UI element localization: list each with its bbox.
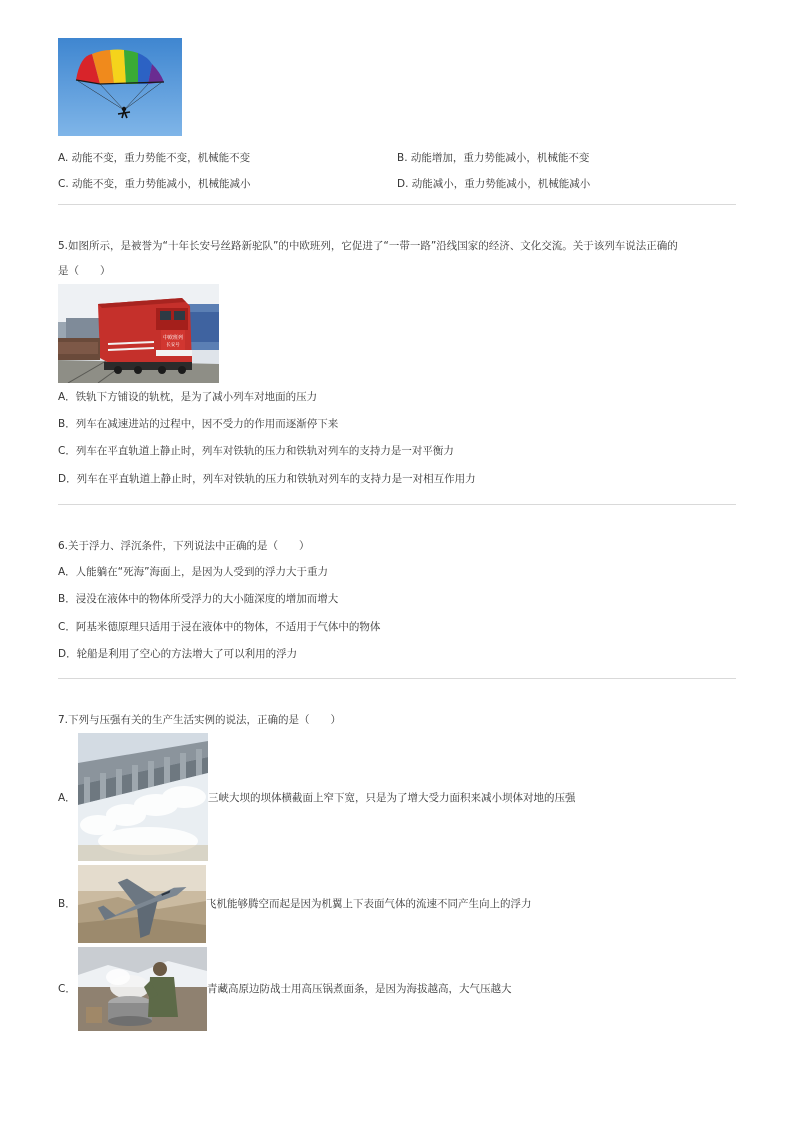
parachute-image (58, 38, 182, 136)
q6-option-d[interactable]: D．轮船是利用了空心的方法增大了可以利用的浮力 (58, 648, 298, 660)
q5-option-a[interactable]: A．铁轨下方铺设的轨枕，是为了减小列车对地面的压力 (58, 391, 318, 403)
soldier-cooking-image (78, 947, 207, 1031)
train-sign-text-2: 长安号 (166, 343, 180, 348)
q6-option-b[interactable]: B．浸没在液体中的物体所受浮力的大小随深度的增加而增大 (58, 593, 339, 605)
q5-stem-line2: 是（ ） (58, 265, 111, 277)
dam-image (78, 733, 208, 861)
q6-option-c[interactable]: C．阿基米德原理只适用于浸在液体中的物体，不适用于气体中的物体 (58, 621, 381, 633)
train-sign-text: 中欧班列 (162, 335, 184, 341)
q4-option-b[interactable]: B. 动能增加，重力势能减小，机械能不变 (397, 152, 590, 164)
q7-option-a-text[interactable]: 三峡大坝的坝体横截面上窄下宽，只是为了增大受力面积来减小坝体对地的压强 (208, 792, 576, 804)
q7-option-c-label[interactable]: C． (58, 983, 76, 995)
q4-option-a[interactable]: A. 动能不变，重力势能不变，机械能不变 (58, 152, 251, 164)
q7-option-b-label[interactable]: B． (58, 898, 76, 910)
q6-option-a[interactable]: A．人能躺在“死海”海面上，是因为人受到的浮力大于重力 (58, 566, 329, 578)
q7-option-a-label[interactable]: A． (58, 792, 76, 804)
q5-option-c[interactable]: C．列车在平直轨道上静止时，列车对铁轨的压力和铁轨对列车的支持力是一对平衡力 (58, 445, 454, 457)
q5-option-d[interactable]: D．列车在平直轨道上静止时，列车对铁轨的压力和铁轨对列车的支持力是一对相互作用力 (58, 473, 476, 485)
q5-stem-line1: 5.如图所示，是被誉为“十年长安号丝路新驼队”的中欧班列，它促进了“一带一路”沿线国家的经济、文化交流。关于该列车说法正确的 (58, 240, 678, 252)
divider (58, 204, 736, 205)
divider (58, 678, 736, 679)
q7-option-b-text[interactable]: 飞机能够腾空而起是因为机翼上下表面气体的流速不同产生向上的浮力 (206, 898, 532, 910)
q4-option-c[interactable]: C. 动能不变，重力势能减小，机械能减小 (58, 178, 251, 190)
q7-option-c-text[interactable]: 青藏高原边防战士用高压锅煮面条，是因为海拔越高，大气压越大 (207, 983, 512, 995)
train-image (58, 284, 219, 383)
q4-option-d[interactable]: D. 动能减小，重力势能减小，机械能减小 (397, 178, 591, 190)
q5-option-b[interactable]: B．列车在减速进站的过程中，因不受力的作用而逐渐停下来 (58, 418, 339, 430)
q7-stem: 7.下列与压强有关的生产生活实例的说法，正确的是（ ） (58, 714, 342, 726)
q6-stem: 6.关于浮力、浮沉条件，下列说法中正确的是（ ） (58, 540, 310, 552)
jet-image (78, 865, 206, 943)
divider (58, 504, 736, 505)
